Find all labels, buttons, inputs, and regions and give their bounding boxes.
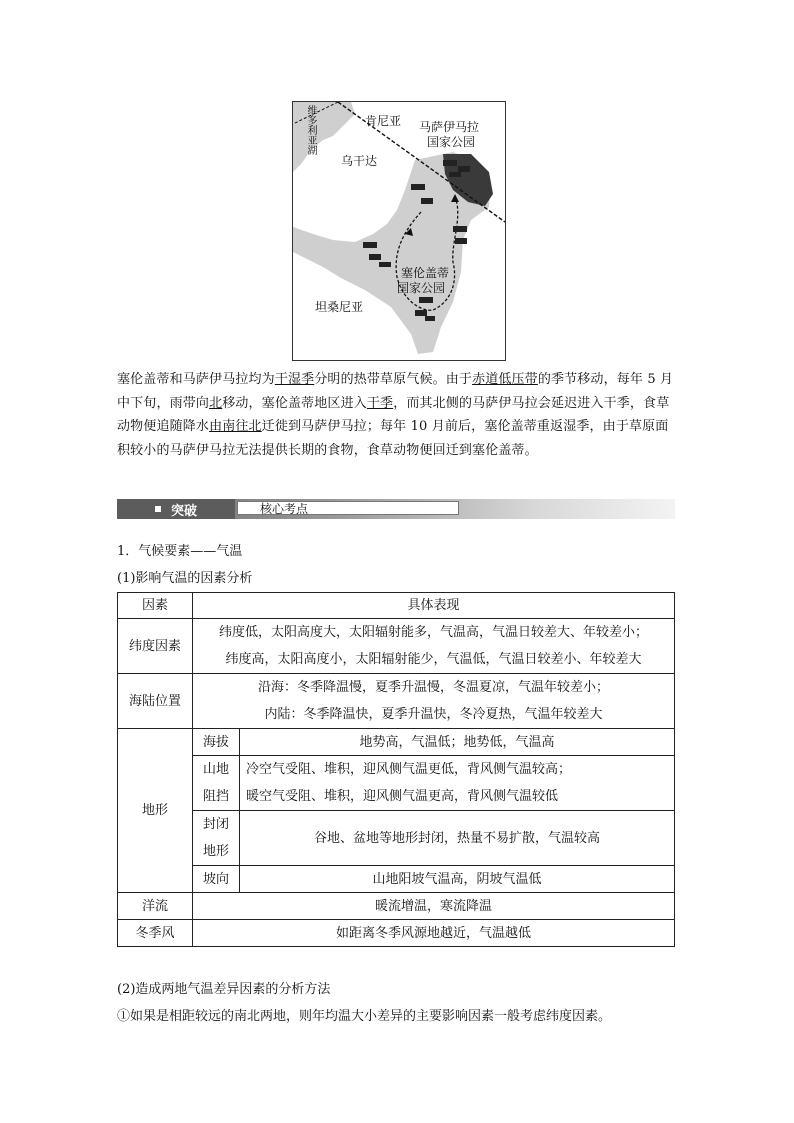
text-segment: 的季节移动，每年 5 月中下旬，雨带向 <box>117 372 674 411</box>
table-cell: 洋流 <box>118 893 193 920</box>
text-segment: 分明的热带草原气候。由于 <box>314 372 473 387</box>
section-banner <box>117 499 675 519</box>
text-segment: 塞伦盖蒂和马萨伊马拉均为 <box>117 372 275 387</box>
table-cell <box>193 811 240 866</box>
cell-line: 纬度低，太阳高度大，太阳辐射能多，气温高，气温日较差大、年较差小； <box>218 625 648 640</box>
table-header: 因素 <box>118 593 193 619</box>
subsection-heading: (2)造成两地气温差异因素的分析方法 <box>117 982 331 997</box>
underlined-term: 由南往北 <box>209 419 262 434</box>
text-segment: 迁徙到马萨伊马拉；每年 10 月前后，塞伦盖蒂重返湿季，由于草原面积较小的马萨伊马拉无法提供长期的食物，食草动物便回迁到塞伦盖蒂。 <box>117 419 669 458</box>
table-row <box>118 729 675 756</box>
subsection-heading: (1)影响气温的因素分析 <box>117 571 253 586</box>
table-cell <box>193 756 240 811</box>
uganda-label: 乌干达 <box>341 154 378 168</box>
table-cell <box>193 674 675 729</box>
migration-paragraph <box>117 368 677 462</box>
underlined-term: 北 <box>209 395 223 411</box>
square-icon <box>155 506 161 512</box>
table-cell <box>240 756 675 811</box>
lake-label: 维多利亚湖 <box>305 105 316 155</box>
table-row <box>118 756 675 811</box>
underlined-term: 赤道低压带 <box>472 372 538 387</box>
cell-line: 暖空气受阻、堆积，迎风侧气温更高，背风侧气温较低 <box>246 789 559 804</box>
masai-label-1: 马萨伊马拉 <box>419 120 480 134</box>
table-cell: 纬度因素 <box>118 619 193 674</box>
cell-line: 阻挡 <box>202 789 229 804</box>
masai-label-2: 国家公园 <box>427 135 476 149</box>
table-row <box>118 593 675 619</box>
table-row <box>118 674 675 729</box>
serengeti-label-1: 塞伦盖蒂 <box>401 266 450 280</box>
cell-line: 纬度高，太阳高度小，太阳辐射能少，气温低，气温日较差小、年较差大 <box>225 652 642 667</box>
table-cell: 暖流增温，寒流降温 <box>193 893 675 920</box>
table-cell: 如距离冬季风源地越近，气温越低 <box>193 920 675 947</box>
table-cell: 谷地、盆地等地形封闭，热量不易扩散，气温较高 <box>240 811 675 866</box>
table-cell: 海拔 <box>193 729 240 756</box>
table-cell <box>193 619 675 674</box>
underlined-term: 干湿季 <box>274 372 315 387</box>
banner-left <box>117 499 235 519</box>
table-cell: 冬季风 <box>118 920 193 947</box>
text-segment: 移动，塞伦盖蒂地区进入 <box>222 395 367 411</box>
banner-right: 核心考点 <box>237 501 459 515</box>
table-cell: 山地阳坡气温高，阴坡气温低 <box>240 866 675 893</box>
table-cell: 地势高，气温低；地势低，气温高 <box>240 729 675 756</box>
table-row <box>118 920 675 947</box>
table-cell: 坡向 <box>193 866 240 893</box>
table-row <box>118 866 675 893</box>
cell-line: 内陆：冬季降温快，夏季升温快，冬冷夏热，气温年较差大 <box>264 707 603 722</box>
cell-line: 封闭 <box>202 817 229 832</box>
cell-line: 沿海：冬季降温慢，夏季升温慢，冬温夏凉，气温年较差小； <box>257 680 609 695</box>
body-text: ①如果是相距较远的南北两地，则年均温大小差异的主要影响因素一般考虑纬度因素。 <box>117 1009 612 1024</box>
section-heading: 1．气候要素——气温 <box>117 544 243 559</box>
serengeti-label-2: 国家公园 <box>397 281 446 295</box>
temperature-factors-table <box>117 592 675 947</box>
banner-left-label: 突破 <box>170 503 197 519</box>
cell-line: 冷空气受阻、堆积，迎风侧气温更低，背风侧气温较高； <box>246 762 572 777</box>
table-cell: 海陆位置 <box>118 674 193 729</box>
table-row <box>118 619 675 674</box>
kenya-label: 肯尼亚 <box>365 114 402 128</box>
table-row <box>118 893 675 920</box>
tanzania-label: 坦桑尼亚 <box>315 300 364 314</box>
migration-map <box>292 101 506 361</box>
table-row <box>118 811 675 866</box>
table-cell: 地形 <box>118 729 193 893</box>
table-header: 具体表现 <box>193 593 675 619</box>
cell-line: 地形 <box>202 844 229 859</box>
underlined-term: 干季 <box>366 395 394 411</box>
cell-line: 山地 <box>202 762 229 777</box>
text-segment: ，而其北侧的马萨伊马拉会延迟进入干季，食草动物便追随降水 <box>117 395 670 434</box>
